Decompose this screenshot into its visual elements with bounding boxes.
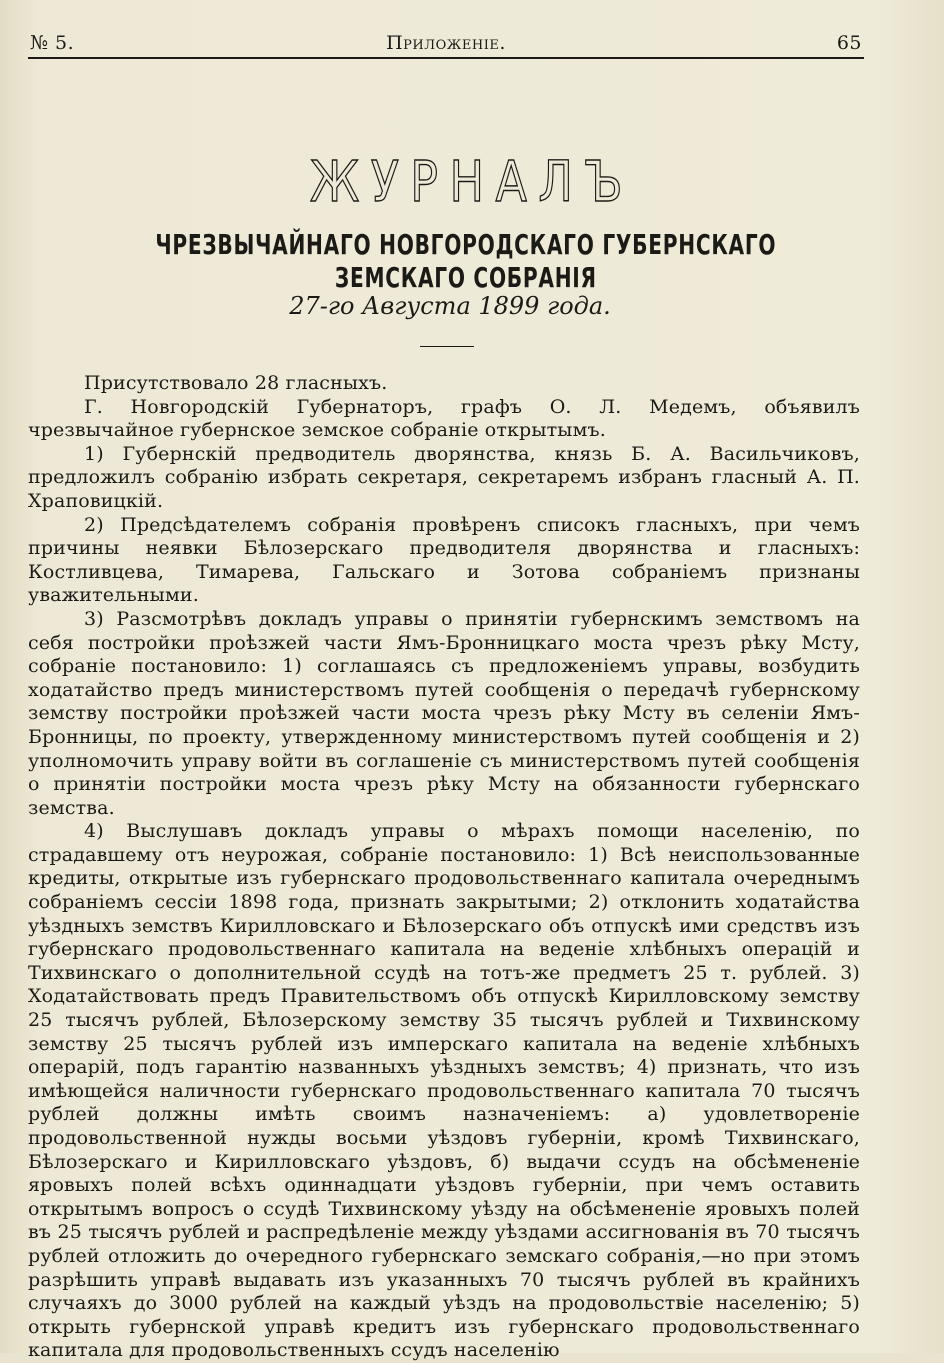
- document-date: 27-го Августа 1899 года.: [289, 292, 611, 320]
- paragraph: 2) Предсѣдателемъ собранія провѣренъ списокъ гласныхъ, при чемъ причины неявки Бѣлозерскаго предводителя дворянства и гласныхъ: Костливцева, Тимарева, Гальскаго и Зотова собраніемъ признаны уважительными.: [28, 513, 860, 607]
- page-number: 65: [836, 32, 862, 54]
- issue-number: № 5.: [30, 32, 75, 54]
- document-title: ЖУРНАЛЪ: [309, 150, 635, 215]
- paragraph: 3) Разсмотрѣвъ докладъ управы о принятіи губернскимъ земствомъ на себя постройки проѣзжей части Ямъ-Бронницкаго моста чрезъ рѣку Мсту, собраніе постановило: 1) соглашаясь съ предложеніемъ управы, возбудить ходатайство предъ министерствомъ путей сообщенія о передачѣ губернскому земству постройки проѣзжей части моста чрезъ рѣку Мсту въ селеніи Ямъ-Бронницы, по проекту, утвержденному министерствомъ путей сообщенія и 2) уполномочить управу войти въ соглашеніе съ министерствомъ путей сообщенія о принятіи постройки моста чрезъ рѣку Мсту на обязанности губернскаго земства.: [28, 607, 860, 819]
- body-text: [28, 372, 860, 1363]
- paragraph: Г. Новгородскій Губернаторъ, графъ О. Л. Медемъ, объявилъ чрезвычайное губернское земское собраніе открытымъ.: [28, 395, 860, 442]
- paragraph: Присутствовало 28 гласныхъ.: [84, 372, 388, 394]
- header-rule: [28, 57, 864, 59]
- running-header: [30, 28, 862, 58]
- paragraph: 4) Выслушавъ докладъ управы о мѣрахъ помощи населенію, по страдавшему отъ неурожая, собраніе постановило: 1) Всѣ неиспользованные кредиты, открытые изъ губернскаго продовольственнаго капитала очереднымъ собраніемъ сессіи 1898 года, признать закрытыми; 2) отклонить ходатайства уѣздныхъ земствъ Кирилловскаго и Бѣлозерскаго объ отпускѣ ими средствъ изъ губернскаго продовольственнаго капитала на веденіе хлѣбныхъ операцій и Тихвинскаго о дополнительной ссудѣ на тотъ-же предметъ 25 т. рублей. 3) Ходатайствовать предъ Правительствомъ объ отпускѣ Кирилловскому земству 25 тысячъ рублей, Бѣлозерскому земству 35 тысячъ рублей и Тихвинскому земству 25 тысячъ рублей изъ имперскаго капитала на веденіе хлѣбныхъ операрій, подъ гарантію названныхъ уѣздныхъ земствъ; 4) признать, что изъ имѣющейся наличности губернскаго продовольственнаго капитала 70 тысячъ рублей должны имѣть своимъ назначеніемъ: а) удовлетвореніе продовольственной нужды восьми уѣздовъ губерніи, кромѣ Тихвинскаго, Бѣлозерскаго и Кирилловскаго уѣздовъ, б) выдачи ссудъ на обсѣмененіе яровыхъ полей всѣхъ одиннадцати уѣздовъ губерніи, при чемъ оставить открытымъ вопросъ о ссудѣ Тихвинскому уѣзду на обсѣмененіе яровыхъ полей въ 25 тысячъ рублей и распредѣленіе между уѣздами ассигнованія въ 70 тысячъ рублей отложить до очередного губернскаго земскаго собранія,—но при этомъ разрѣшить управѣ выдавать изъ указанныхъ 70 тысячъ рублей въ крайнихъ случаяхъ до 3000 рублей на каждый уѣздъ на продовольствіе населенію; 5) открыть губернской управѣ кредитъ изъ губернскаго продовольственнаго капитала для продовольственныхъ ссудъ населенію: [28, 820, 860, 1362]
- paragraph: 1) Губернскій предводитель дворянства, князь Б. А. Васильчиковъ, предложилъ собранію избрать секретаря, секретаремъ избранъ гласный А. П. Храповицкій.: [28, 442, 860, 512]
- document-subtitle: ЧРЕЗВЫЧАЙНАГО НОВГОРОДСКАГО ГУБЕРНСКАГО ЗЕМСКАГО СОБРАНІЯ: [155, 228, 777, 294]
- title-divider: [420, 346, 474, 347]
- section-title: Приложеніе.: [386, 32, 506, 54]
